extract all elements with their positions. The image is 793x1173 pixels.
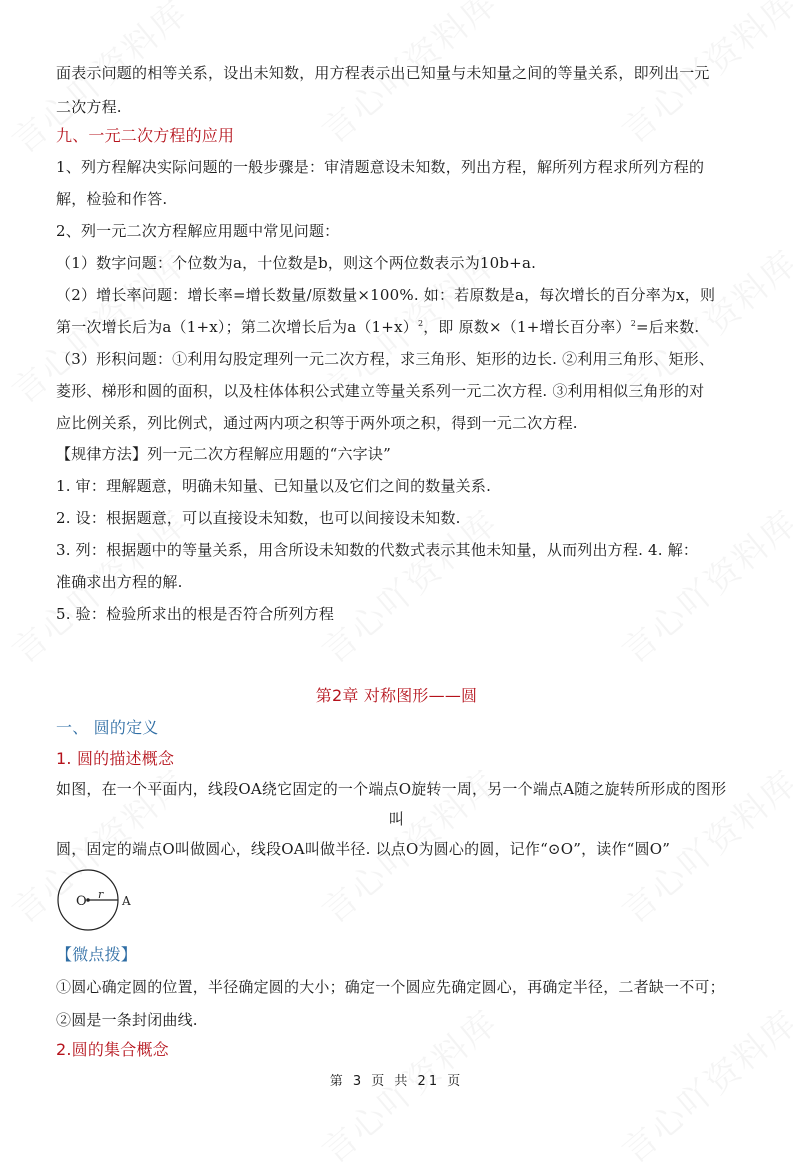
section-heading: 九、一元二次方程的应用 [56,126,235,145]
center-label: O [76,894,87,909]
paragraph-line: 准确求出方程的解. [56,573,183,591]
text: ，即 原数×（1+增长百分率） [423,318,631,336]
paragraph-line: 3. 列：根据题中的等量关系，用含所设未知数的代数式表示其他未知量，从而列出方程. 4. 解： [56,541,699,559]
paragraph-line: 1、列方程解决实际问题的一般步骤是：审清题意设未知数，列出方程，解所列方程求所列方程的 [56,158,705,176]
section-heading: 一、 圆的定义 [56,718,159,737]
chapter-title: 第2章 对称图形——圆 [315,686,478,705]
paragraph-line: ①圆心确定圆的位置，半径确定圆的大小；确定一个圆应先确定圆心，再确定半径，二者缺一不可； [56,978,725,996]
paragraph-line: 解，检验和作答. [56,190,168,208]
paragraph-line: 二次方程. [56,98,122,116]
paragraph-line: （2）增长率问题：增长率=增长数量/原数量×100%. 如：若原数是a，每次增长的百分率为x，则 [56,286,716,304]
paragraph-line: 圆，固定的端点O叫做圆心，线段OA叫做半径. 以点O为圆心的圆，记作“⊙O”，读作“圆O” [56,840,671,858]
paragraph-line: ②圆是一条封闭曲线. [56,1011,198,1029]
paragraph-line: 面表示问题的相等关系，设出未知数，用方程表示出已知量与未知量之间的等量关系，即列出一元 [56,64,710,82]
point-label: A [122,894,131,908]
paragraph-line [56,317,699,337]
text: =后来数. [635,318,700,336]
paragraph-line: 叫 [388,810,405,828]
paragraph-line: （1）数字问题：个位数为a，十位数是b，则这个两位数表示为10b+a. [56,254,537,272]
paragraph-line: （3）形积问题：①利用勾股定理列一元二次方程，求三角形、矩形的边长. ②利用三角形、矩形、 [56,350,715,368]
paragraph-line: 2. 设：根据题意，可以直接设未知数，也可以间接设未知数. [56,509,461,527]
text: 第一次增长后为a（1+x）；第二次增长后为a（1+x） [56,318,418,336]
page-footer: 第 3 页 共 21 页 [329,1074,464,1089]
subsection-heading: 1. 圆的描述概念 [56,749,175,768]
method-heading: 【规律方法】列一元二次方程解应用题的“六字诀” [56,445,391,463]
paragraph-line: 菱形、梯形和圆的面积，以及柱体体积公式建立等量关系列一元二次方程. ③利用相似三角形的对 [56,382,705,400]
tip-heading: 【微点拨】 [56,945,138,964]
circle-figure [56,868,136,932]
watermark [610,496,793,672]
subsection-heading: 2.圆的集合概念 [56,1040,169,1059]
paragraph-line: 应比例关系，列比例式，通过两内项之积等于两外项之积，得到一元二次方程. [56,414,578,432]
paragraph-line: 2、列一元二次方程解应用题中常见问题： [56,222,340,240]
paragraph-line: 1. 审：理解题意，明确未知量、已知量以及它们之间的数量关系. [56,477,492,495]
paragraph-line: 5. 验：检验所求出的根是否符合所列方程 [56,605,335,623]
superscript: 2 [630,319,636,328]
paragraph-line: 如图，在一个平面内，线段OA绕它固定的一个端点O旋转一周，另一个端点A随之旋转所形成的图形 [56,780,727,798]
radius-label: r [98,888,104,901]
superscript: 2 [417,319,424,328]
